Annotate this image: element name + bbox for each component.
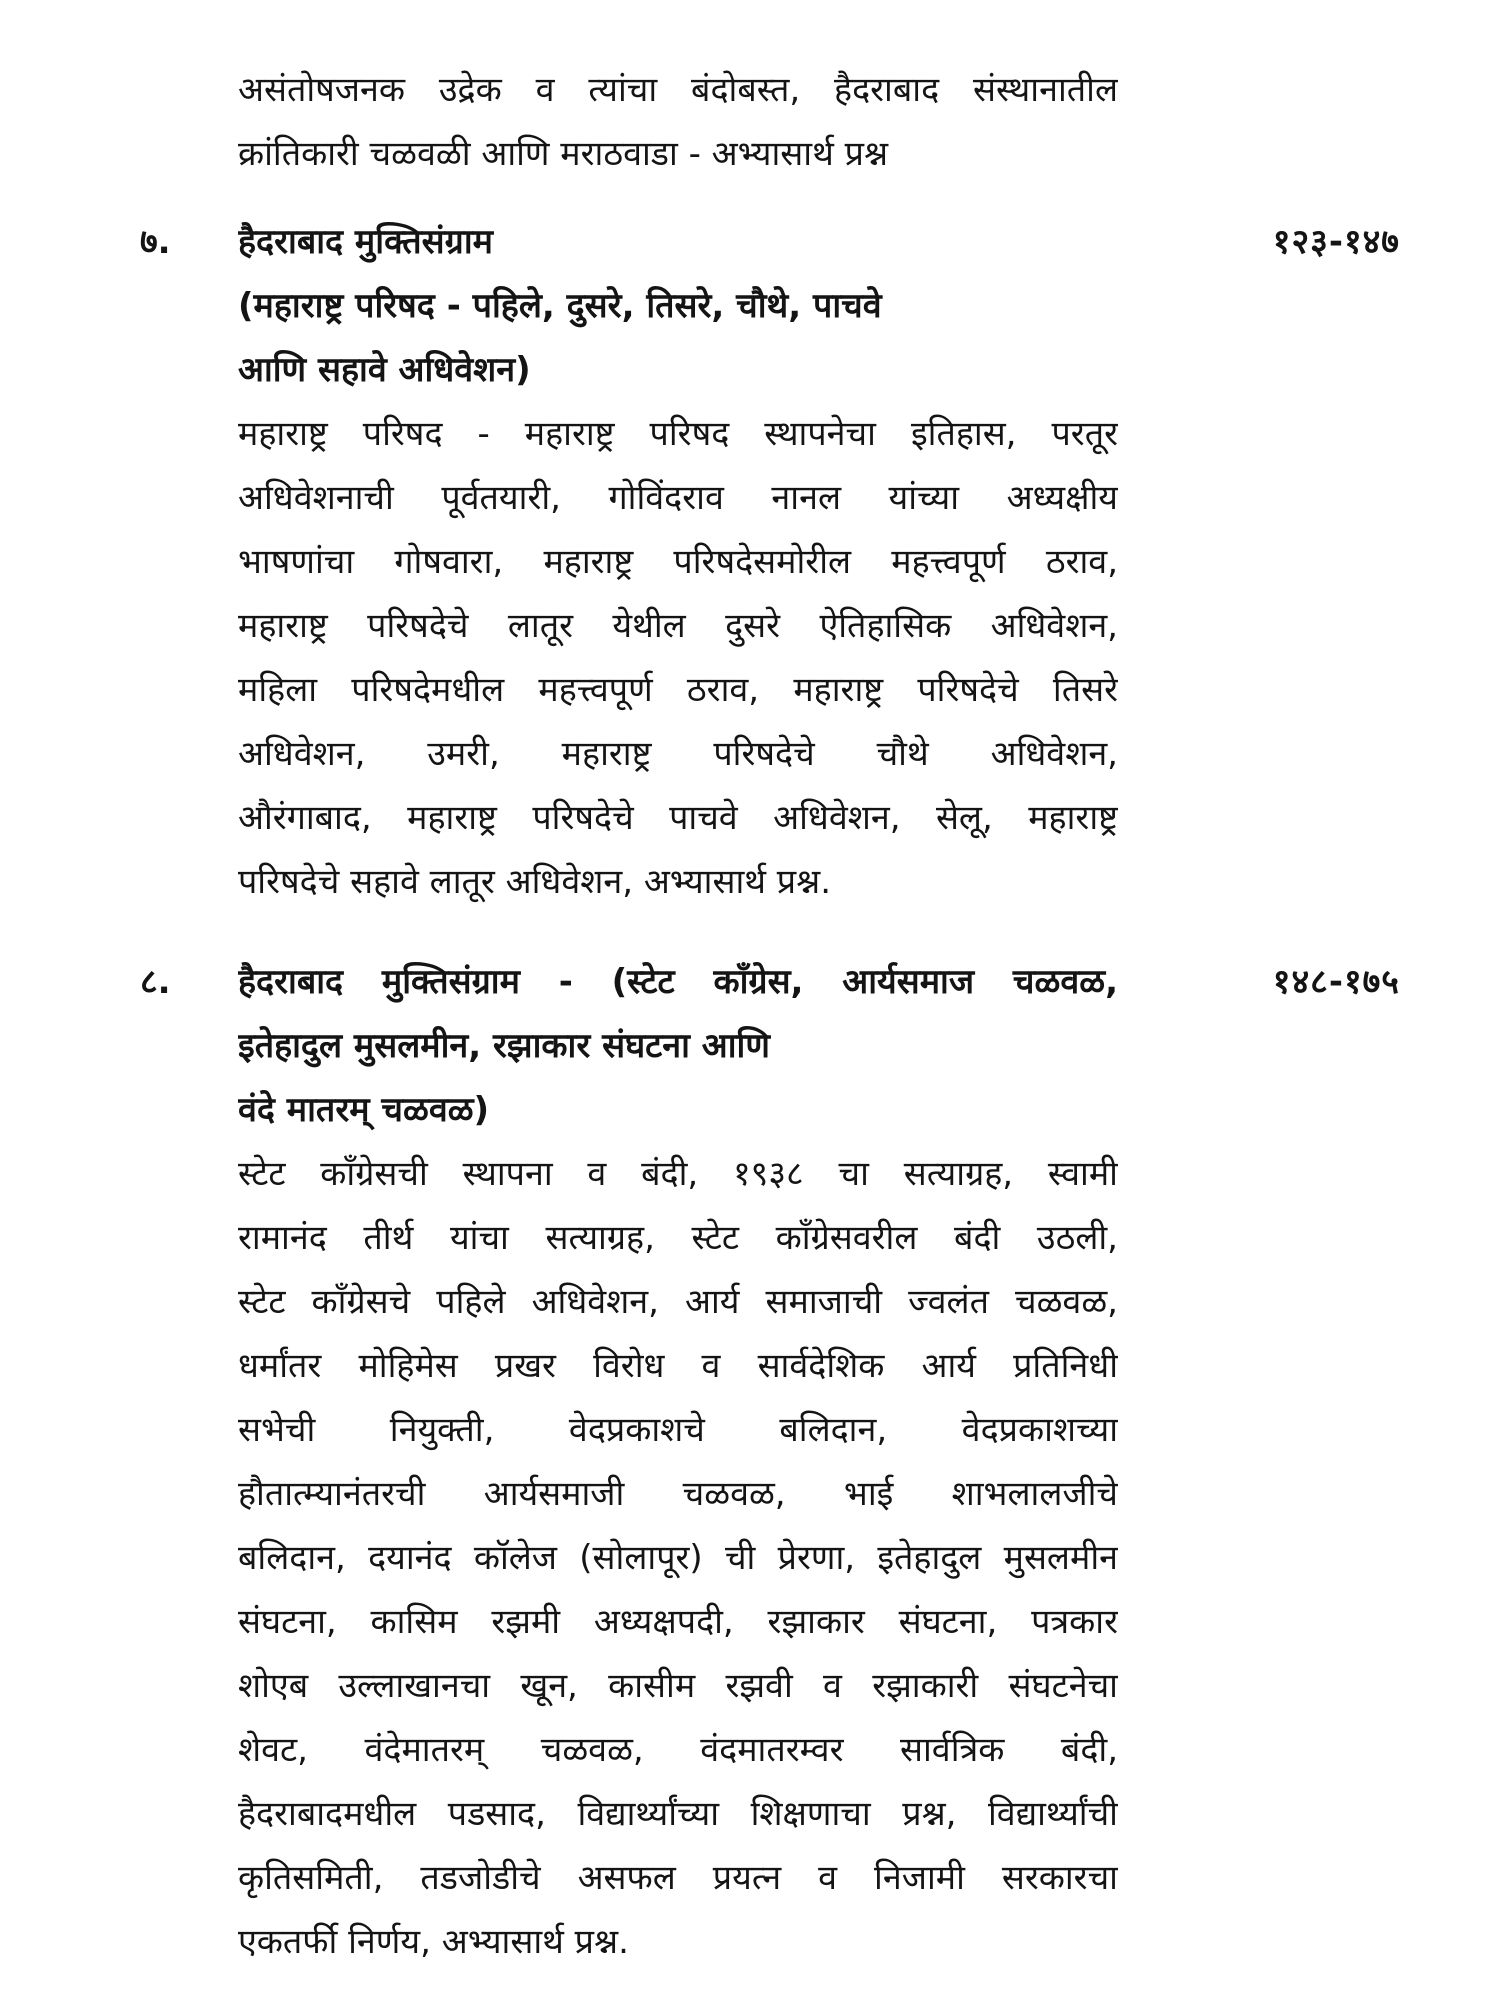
chapter-body-line: बलिदान, दयानंद कॉलेज (सोलापूर) ची प्रेरणा, इतेहादुल मुसलमीन (238, 1538, 1118, 1578)
chapter-body-line: हौतात्म्यानंतरची आर्यसमाजी चळवळ, भाई शाभलालजीचे (238, 1474, 1118, 1514)
chapter-body-line: हैदराबादमधील पडसाद, विद्यार्थ्यांच्या शिक्षणाचा प्रश्न, विद्यार्थ्यांची (238, 1794, 1118, 1834)
chapter-body-line: औरंगाबाद, महाराष्ट्र परिषदेचे पाचवे अधिवेशन, सेलू, महाराष्ट्र (238, 798, 1118, 838)
chapter-body-line: एकतर्फी निर्णय, अभ्यासार्थ प्रश्न. (238, 1922, 629, 1962)
chapter-body-line: कृतिसमिती, तडजोडीचे असफल प्रयत्न व निजामी सरकारचा (238, 1858, 1118, 1898)
chapter-body-line: रामानंद तीर्थ यांचा सत्याग्रह, स्टेट काँग्रेसवरील बंदी उठली, (238, 1218, 1118, 1258)
chapter-body-line: धर्मांतर मोहिमेस प्रखर विरोध व सार्वदेशिक आर्य प्रतिनिधी (238, 1346, 1118, 1386)
chapter-body-line: महाराष्ट्र परिषद - महाराष्ट्र परिषद स्थापनेचा इतिहास, परतूर (238, 414, 1118, 454)
chapter-body-line: स्टेट काँग्रेसचे पहिले अधिवेशन, आर्य समाजाची ज्वलंत चळवळ, (238, 1282, 1118, 1322)
chapter-body-line: परिषदेचे सहावे लातूर अधिवेशन, अभ्यासार्थ प्रश्न. (238, 862, 831, 902)
chapter-body-line: शोएब उल्लाखानचा खून, कासीम रझवी व रझाकारी संघटनेचा (238, 1666, 1118, 1706)
chapter-page-range: १४८-१७५ (1272, 962, 1400, 1002)
chapter-title-line: इतेहादुल मुसलमीन, रझाकार संघटना आणि (238, 1026, 770, 1066)
chapter-body-line: संघटना, कासिम रझमी अध्यक्षपदी, रझाकार संघटना, पत्रकार (238, 1602, 1118, 1642)
chapter-body-line: स्टेट काँग्रेसची स्थापना व बंदी, १९३८ चा सत्याग्रह, स्वामी (238, 1154, 1118, 1194)
chapter-body-line: सभेची नियुक्ती, वेदप्रकाशचे बलिदान, वेदप्रकाशच्या (238, 1410, 1118, 1450)
intro-line: असंतोषजनक उद्रेक व त्यांचा बंदोबस्त, हैदराबाद संस्थानातील (238, 70, 1118, 110)
chapter-title-line: हैदराबाद मुक्तिसंग्राम - (स्टेट काँग्रेस, आर्यसमाज चळवळ, (238, 962, 1118, 1002)
chapter-body-line: महिला परिषदेमधील महत्त्वपूर्ण ठराव, महाराष्ट्र परिषदेचे तिसरे (238, 670, 1118, 710)
chapter-title-line: (महाराष्ट्र परिषद - पहिले, दुसरे, तिसरे, चौथे, पाचवे (238, 286, 882, 326)
intro-line: क्रांतिकारी चळवळी आणि मराठवाडा - अभ्यासार्थ प्रश्न (238, 134, 889, 174)
chapter-number: ७. (140, 222, 171, 262)
chapter-body-line: भाषणांचा गोषवारा, महाराष्ट्र परिषदेसमोरील महत्त्वपूर्ण ठराव, (238, 542, 1118, 582)
chapter-title-line: आणि सहावे अधिवेशन) (238, 350, 531, 390)
chapter-page-range: १२३-१४७ (1272, 222, 1400, 262)
chapter-body-line: महाराष्ट्र परिषदेचे लातूर येथील दुसरे ऐतिहासिक अधिवेशन, (238, 606, 1118, 646)
chapter-body-line: शेवट, वंदेमातरम् चळवळ, वंदमातरम्वर सार्वत्रिक बंदी, (238, 1730, 1118, 1770)
chapter-body-line: अधिवेशन, उमरी, महाराष्ट्र परिषदेचे चौथे अधिवेशन, (238, 734, 1118, 774)
chapter-title-line: हैदराबाद मुक्तिसंग्राम (238, 222, 493, 262)
chapter-number: ८. (140, 962, 171, 1002)
chapter-title-line: वंदे मातरम् चळवळ) (238, 1090, 490, 1130)
chapter-body-line: अधिवेशनाची पूर्वतयारी, गोविंदराव नानल यांच्या अध्यक्षीय (238, 478, 1118, 518)
